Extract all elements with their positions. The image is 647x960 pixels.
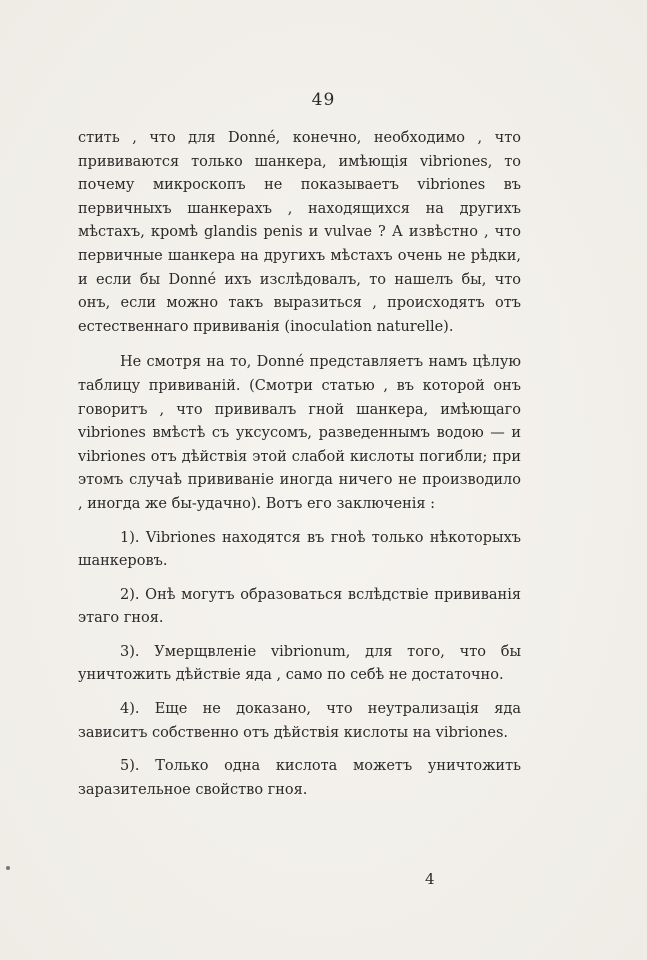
- paragraph-continued: стить , что для Donné, конечно, необходимо , что прививаются только шанкера, имѣющія vibriones, то почему микроскопъ не показываетъ vibriones въ первичныхъ шанкерахъ , находящихся на другихъ мѣстахъ, кромѣ glandis penis и vulvae ? А извѣстно , что первичные шанкера на другихъ мѣстахъ очень не рѣдки, и если бы Donné ихъ изслѣдовалъ, то нашелъ бы, что онъ, если можно такъ выразиться , происходятъ отъ естественнаго прививанія (inoculation naturelle).: [78, 130, 521, 335]
- body-text: [78, 127, 521, 802]
- conclusion-item-2: 2). Онѣ могутъ образоваться вслѣдствіе прививанія этаго гноя.: [78, 586, 521, 627]
- margin-speck: [6, 866, 10, 870]
- conclusion-item-3: 3). Умерщвленіе vibrionum, для того, что бы уничтожить дѣйствіе яда , само по себѣ не достаточно.: [78, 643, 521, 684]
- conclusion-item-5: 5). Только одна кислота можетъ уничтожить заразительное свойство гноя.: [78, 758, 521, 798]
- conclusion-item-4: 4). Еще не доказано, что неутрализація яда зависитъ собственно отъ дѣйствія кислоты на vibriones.: [78, 701, 521, 741]
- conclusion-item-1: 1). Vibriones находятся въ гноѣ только нѣкоторыхъ шанкеровъ.: [78, 529, 521, 570]
- signature-mark: 4: [425, 870, 435, 888]
- page-number: 49: [311, 90, 336, 110]
- paragraph-table-of-inoculations: Не смотря на то, Donné представляетъ намъ цѣлую таблицу прививаній. (Смотри статью , въ которой онъ говоритъ , что прививалъ гной шанкера, имѣющаго vibriones вмѣстѣ съ уксусомъ, разведеннымъ водою — и vibriones отъ дѣйствія этой слабой кислоты погибли; при этомъ случаѣ прививаніе иногда ничего не производило , иногда же бы-удачно). Вотъ его заключенія :: [78, 354, 521, 512]
